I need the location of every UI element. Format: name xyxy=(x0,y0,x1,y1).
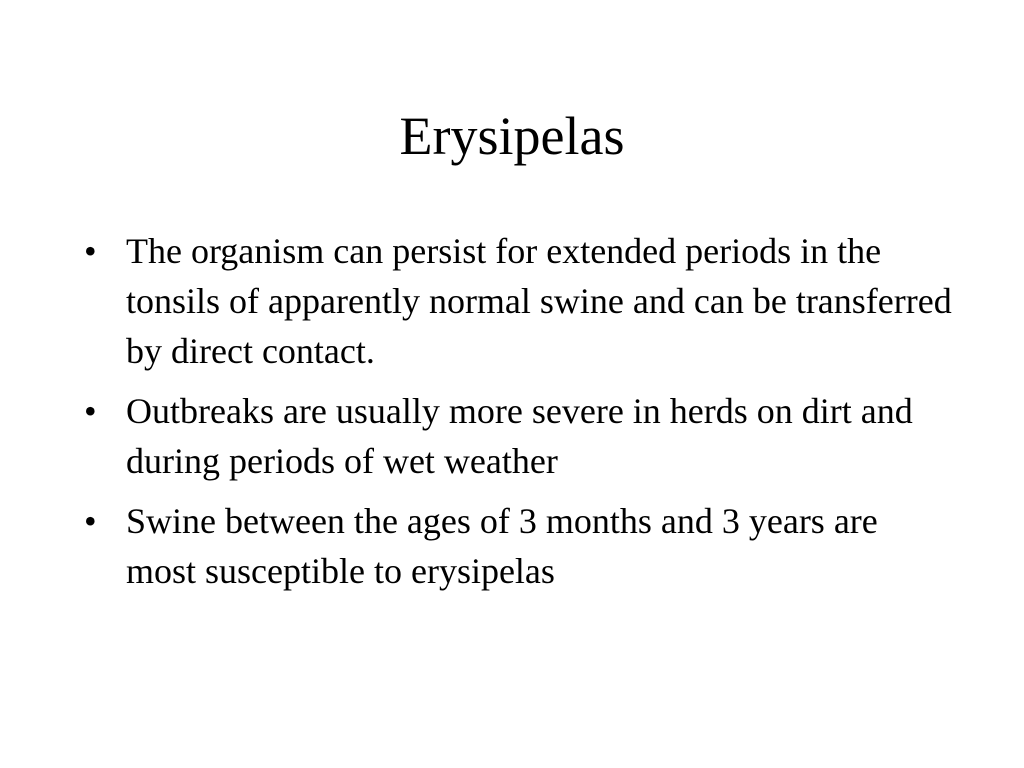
slide-title: Erysipelas xyxy=(399,106,625,166)
bullet-item xyxy=(84,226,954,376)
bullet-text: Swine between the ages of 3 months and 3 years are most susceptible to erysipelas xyxy=(126,501,878,591)
bullet-text: Outbreaks are usually more severe in herds on dirt and during periods of wet weather xyxy=(126,391,913,481)
bullet-item xyxy=(84,386,954,486)
bullet-icon: • xyxy=(84,501,97,541)
bullet-icon: • xyxy=(84,391,97,431)
bullet-list xyxy=(84,226,954,606)
bullet-icon: • xyxy=(84,231,97,271)
bullet-text: The organism can persist for extended periods in the tonsils of apparently normal swine and can be transferred by direct contact. xyxy=(126,231,952,371)
bullet-item xyxy=(84,496,954,596)
